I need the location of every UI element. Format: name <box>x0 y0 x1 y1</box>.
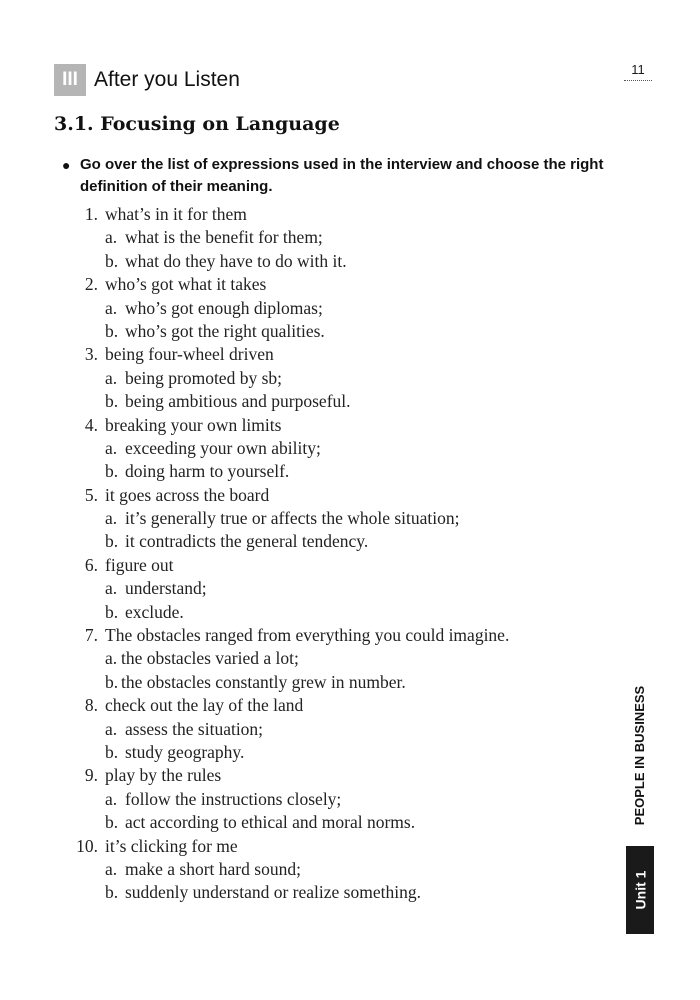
option-letter: b. <box>105 391 119 412</box>
item-expression: The obstacles ranged from everything you could imagine. <box>105 625 510 646</box>
option-letter: b. <box>105 461 119 482</box>
item-number: 3. <box>84 344 98 365</box>
item-expression: check out the lay of the land <box>105 695 304 716</box>
instruction-text: Go over the list of expressions used in the interview and choose the right definition of their meaning. <box>80 156 604 195</box>
item-number: 9. <box>84 765 98 786</box>
item-expression: breaking your own limits <box>105 414 282 435</box>
option-letter: b. <box>105 601 119 622</box>
item-expression: figure out <box>105 554 174 575</box>
section-title: After you Listen <box>94 68 240 91</box>
option-letter: b. <box>105 320 119 341</box>
section-header <box>54 64 240 96</box>
item-expression: being four-wheel driven <box>105 344 274 365</box>
option-letter: b. <box>105 671 119 692</box>
unit-tab-label: Unit 1 <box>632 870 649 910</box>
option-letter: a. <box>105 297 118 318</box>
option-b: the obstacles constantly grew in number. <box>121 671 406 692</box>
list-item <box>70 203 610 273</box>
option-a: the obstacles varied a lot; <box>121 648 299 669</box>
item-number: 7. <box>84 625 98 646</box>
bullet-icon: ● <box>62 157 71 173</box>
item-number: 4. <box>84 414 98 435</box>
option-letter: a. <box>105 648 118 669</box>
option-letter: b. <box>105 741 119 762</box>
option-letter: b. <box>105 531 119 552</box>
list-item <box>70 554 610 624</box>
item-number: 10. <box>76 835 98 856</box>
item-number: 5. <box>84 484 98 505</box>
list-item <box>70 764 610 834</box>
item-expression: play by the rules <box>105 765 222 786</box>
option-a: being promoted by sb; <box>125 367 282 388</box>
list-item <box>70 624 610 694</box>
option-letter: b. <box>105 250 119 271</box>
option-a: follow the instructions closely; <box>125 788 342 809</box>
option-a: make a short hard sound; <box>125 858 301 879</box>
option-a: who’s got enough diplomas; <box>125 297 323 318</box>
option-letter: a. <box>105 437 118 458</box>
option-letter: a. <box>105 718 118 739</box>
option-b: it contradicts the general tendency. <box>125 531 369 552</box>
option-a: assess the situation; <box>125 718 264 739</box>
item-number: 6. <box>84 554 98 575</box>
unit-tab <box>626 846 654 934</box>
item-number: 1. <box>84 204 98 224</box>
option-b: being ambitious and purposeful. <box>125 391 351 412</box>
expression-list <box>70 203 610 905</box>
option-a: what is the benefit for them; <box>125 227 323 248</box>
item-number: 2. <box>84 274 98 295</box>
section-badge: III <box>54 64 86 96</box>
subsection-title: 3.1. Focusing on Language <box>54 113 340 135</box>
option-b: study geography. <box>125 741 245 762</box>
option-b: exclude. <box>125 601 184 622</box>
list-item <box>70 343 610 413</box>
item-expression: who’s got what it takes <box>105 274 267 295</box>
page-number: 11 <box>624 62 652 81</box>
side-section-label-text: PEOPLE IN BUSINESS <box>632 685 648 825</box>
option-a: exceeding your own ability; <box>125 437 321 458</box>
item-expression: it’s clicking for me <box>105 835 238 856</box>
option-letter: a. <box>105 858 118 879</box>
list-item <box>70 414 610 484</box>
option-letter: a. <box>105 367 118 388</box>
item-number: 8. <box>84 695 98 716</box>
item-expression: it goes across the board <box>105 484 270 505</box>
option-a: understand; <box>125 578 207 599</box>
list-item <box>70 273 610 343</box>
option-a: it’s generally true or affects the whole situation; <box>125 508 460 529</box>
option-b: who’s got the right qualities. <box>125 320 325 341</box>
option-letter: a. <box>105 508 118 529</box>
instruction <box>62 154 632 198</box>
option-b: doing harm to yourself. <box>125 461 290 482</box>
option-letter: a. <box>105 578 118 599</box>
list-item <box>70 694 610 764</box>
option-b: what do they have to do with it. <box>125 250 347 271</box>
list-item <box>70 484 610 554</box>
option-letter: b. <box>105 882 119 903</box>
option-letter: a. <box>105 788 118 809</box>
option-letter: b. <box>105 812 119 833</box>
item-expression: what’s in it for them <box>105 204 247 224</box>
option-b: suddenly understand or realize something. <box>125 882 421 903</box>
option-b: act according to ethical and moral norms. <box>125 812 416 833</box>
list-item <box>70 835 610 905</box>
option-letter: a. <box>105 227 118 248</box>
side-section-label <box>614 684 666 826</box>
